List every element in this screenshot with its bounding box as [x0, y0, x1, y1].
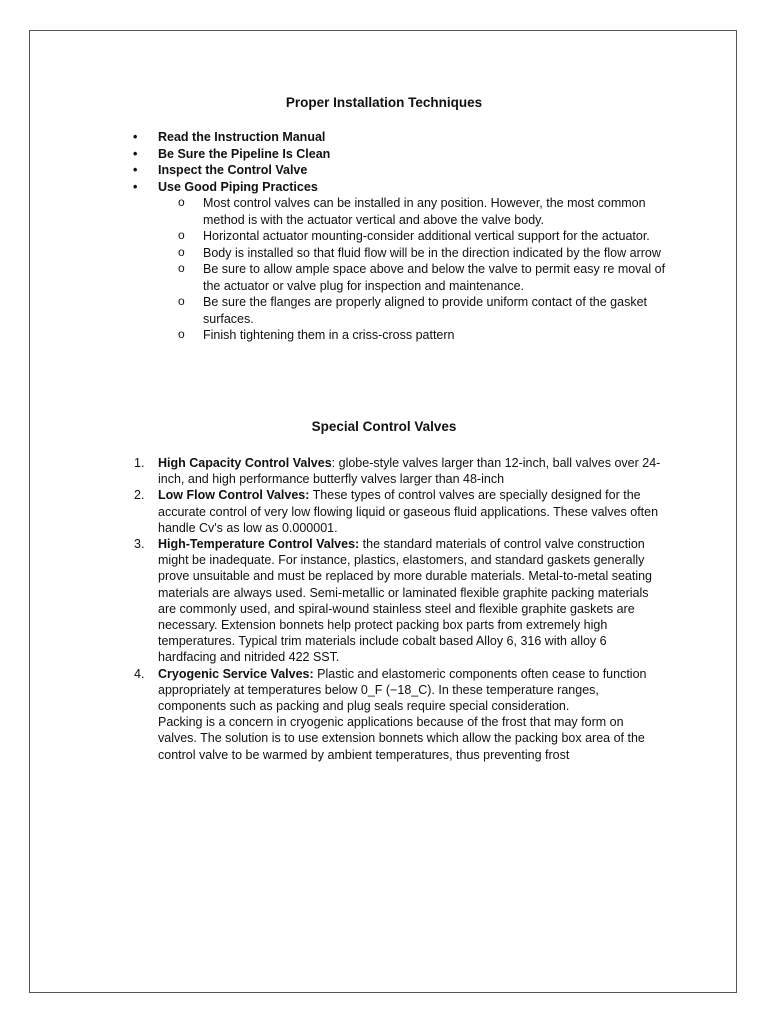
bullet-dot-icon: •: [133, 130, 138, 144]
sub-item: o Horizontal actuator mounting-consider additional vertical support for the actuator.: [178, 228, 650, 243]
bullet-dot-icon: •: [133, 179, 138, 194]
circle-bullet-icon: o: [178, 244, 185, 259]
bullet-item: • Inspect the Control Valve: [133, 163, 308, 177]
circle-bullet-icon: o: [178, 228, 185, 242]
piping-practices-sublist: [158, 195, 673, 344]
circle-bullet-icon: o: [178, 195, 185, 209]
special-valves-list: [131, 455, 661, 763]
numbered-item: 4. Cryogenic Service Valves: Plastic and elastomeric components often cease to function appropriately at temperatures below 0_F (−18_C). In these temperature ranges, components such as packing and plug seals require special consideration. Packing is a concern in cryogenic applications because of the frost that may form on valves. The solution is to use extension bonnets which allow the packing box area of the control valve to be warmed by ambient temperatures, thus preventing frost: [131, 666, 661, 763]
bullet-dot-icon: •: [133, 163, 138, 177]
bullet-item: • Read the Instruction Manual: [133, 130, 326, 144]
bullet-dot-icon: •: [133, 146, 138, 161]
installation-bullet-list: [133, 129, 673, 344]
numbered-item: 2. Low Flow Control Valves: These types of control valves are specially designed for the accurate control of very low flowing liquid or gaseous fluid applications. These valves often handle Cv's as low as 0.000001.: [134, 488, 659, 535]
sub-item: o Body is installed so that fluid flow will be in the direction indicated by the flow arrow: [178, 244, 661, 260]
section-title-special-valves: Special Control Valves: [311, 419, 457, 434]
bullet-item: • Use Good Piping Practices o Most control valves can be installed in any position. However, the most common method is with the actuator vertical and above the valve body. o Horizontal actuator mounting-consider additional vertical support for the actuator. o Body is installed so that fluid flow will be in the direction indicated by the flow arrow o Be sure to allow ample space above and below the valve to permit easy re moval of the actuator or valve plug for inspection and maintenance. o Be sure the flanges are properly aligned to provide uniform contact of the gasket surfaces. o Finish tightening them in a criss-cross pattern: [133, 179, 673, 344]
sub-item: o Be sure to allow ample space above and below the valve to permit easy re moval of the actuator or valve plug for inspection and maintenance.: [178, 261, 666, 293]
circle-bullet-icon: o: [178, 327, 185, 341]
sub-item: o Most control valves can be installed in any position. However, the most common method is with the actuator vertical and above the valve body.: [178, 195, 646, 227]
cryogenic-packing-paragraph: Packing is a concern in cryogenic applications because of the frost that may form on valves. The solution is to use extension bonnets which allow the packing box area of the control valve to be warmed by ambient temperatures, thus preventing frost: [158, 715, 645, 762]
bullet-item: • Be Sure the Pipeline Is Clean: [133, 146, 331, 161]
sub-item: o Be sure the flanges are properly aligned to provide uniform contact of the gasket surfaces.: [178, 294, 648, 326]
numbered-item: 1. High Capacity Control Valves: globe-style valves larger than 12-inch, ball valves over 24-inch, and high performance butterfly valves larger than 48-inch: [134, 456, 661, 487]
sub-item: o Finish tightening them in a criss-cross pattern: [178, 327, 455, 342]
circle-bullet-icon: o: [178, 294, 185, 308]
section-title-installation: Proper Installation Techniques: [285, 95, 483, 110]
circle-bullet-icon: o: [178, 261, 185, 275]
numbered-item: 3. High-Temperature Control Valves: the standard materials of control valve construction might be inadequate. For instance, plastics, elastomers, and standard gaskets generally prove unsuitable and must be replaced by more durable materials. Metal-to-metal seating materials are always used. Semi-metallic or laminated flexible graphite packing materials are commonly used, and spiral-wound stainless steel and flexible graphite gaskets are necessary. Extension bonnets help protect packing box parts from extremely high temperatures. Typical trim materials include cobalt based Alloy 6, 316 with alloy 6 hardfacing and nitrided 422 SST.: [134, 537, 653, 665]
